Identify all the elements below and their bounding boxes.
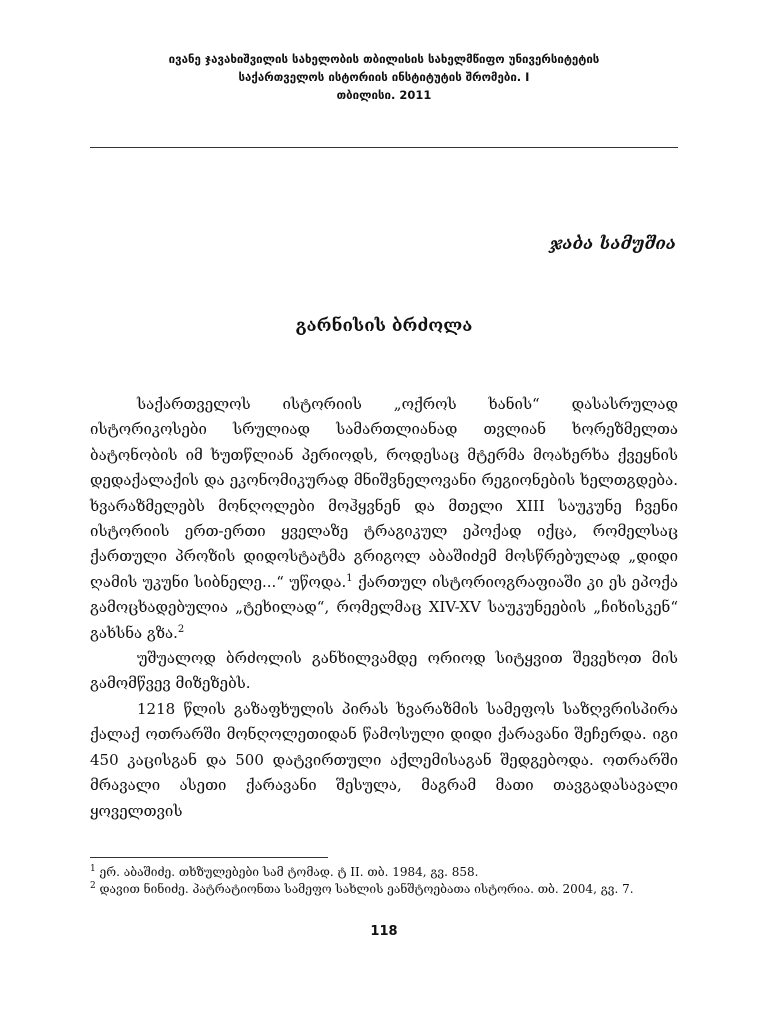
header-series-line: საქართველოს ისტორიის ინსტიტუტის შრომები. I xyxy=(238,70,530,84)
paragraph xyxy=(90,392,678,646)
footnote-divider xyxy=(90,857,328,858)
page-number: 118 xyxy=(370,924,398,939)
article-title: გარნისის ბრძოლა xyxy=(295,316,473,336)
paragraph-text: ქართულ ისტორიოგრაფიაში კი ეს ეპოქა გამოცხადებულია „ტეხილად“, რომელმაც XIV-XV საუკუნეების „ჩიხისკენ“ გახსნა გზა. xyxy=(90,572,678,642)
author-name: ჯაბა სამუშია xyxy=(550,234,676,254)
paragraph: უშუალოდ ბრძოლის განხილვამდე ორიოდ სიტყვით შევეხოთ მის გამომწვევ მიზეზებს. xyxy=(90,649,678,693)
footnote-number: 2 xyxy=(90,881,96,891)
document-header xyxy=(0,50,768,104)
article-body xyxy=(90,392,678,824)
footnote-ref[interactable]: 2 xyxy=(177,623,185,635)
footnote-number: 1 xyxy=(90,864,96,874)
footnotes xyxy=(90,864,678,898)
header-divider xyxy=(90,147,678,148)
footnote-text: ერ. აბაშიძე. თხზულებები სამ ტომად. ტ II. თბ. 1984, გვ. 858. xyxy=(95,865,479,879)
paragraph-text: საქართველოს ისტორიის „ოქროს ხანის“ დასასრულად ისტორიკოსები სრულიად სამართლიანად თვლიან ხორეზმელთა ბატონობის იმ ხუთწლიან პერიოდს, როდესაც მტერმა მოახერხა ქვეყნის დედაქალაქის და ეკონომიკურად მნიშვნელოვანი რეგიონების ხელთგდება. ხვარაზმელებს მონღოლები მოჰყვნენ და მთელი XIII საუკუნე ჩვენი ისტორიის ერთ-ერთი ყველაზე ტრაგიკულ ეპოქად იქცა, რომელსაც ქართული პროზის დიდოსტატმა გრიგოლ აბაშიძემ მოსწრებულად „დიდი ღამის უკუნი სიბნელე...“ უწოდა. xyxy=(90,395,678,591)
header-city-year-line: თბილისი. 2011 xyxy=(336,88,432,102)
paragraph: 1218 წლის გაზაფხულის პირას ხვარაზმის სამეფოს საზღვრისპირა ქალაქ ოთრარში მონღოლეთიდან წამოსული დიდი ქარავანი შეჩერდა. იგი 450 კაცისგან და 500 დატვირთული აქლემისაგან შედგებოდა. ოთრარში მრავალი ასეთი ქარავანი შესულა, მაგრამ მათი თავგადასავალი ყოველთვის xyxy=(90,699,678,820)
header-university-line: ივანე ჯავახიშვილის სახელობის თბილისის სახელმწიფო უნივერსიტეტის xyxy=(168,52,600,66)
footnote-ref[interactable]: 1 xyxy=(346,572,353,584)
footnote xyxy=(90,864,678,881)
footnote xyxy=(90,881,678,898)
footnote-text: დავით ნინიძე. პატრატიონთა სამეფო სახლის ეანშტოებათა ისტორია. თბ. 2004, გვ. 7. xyxy=(95,882,634,896)
